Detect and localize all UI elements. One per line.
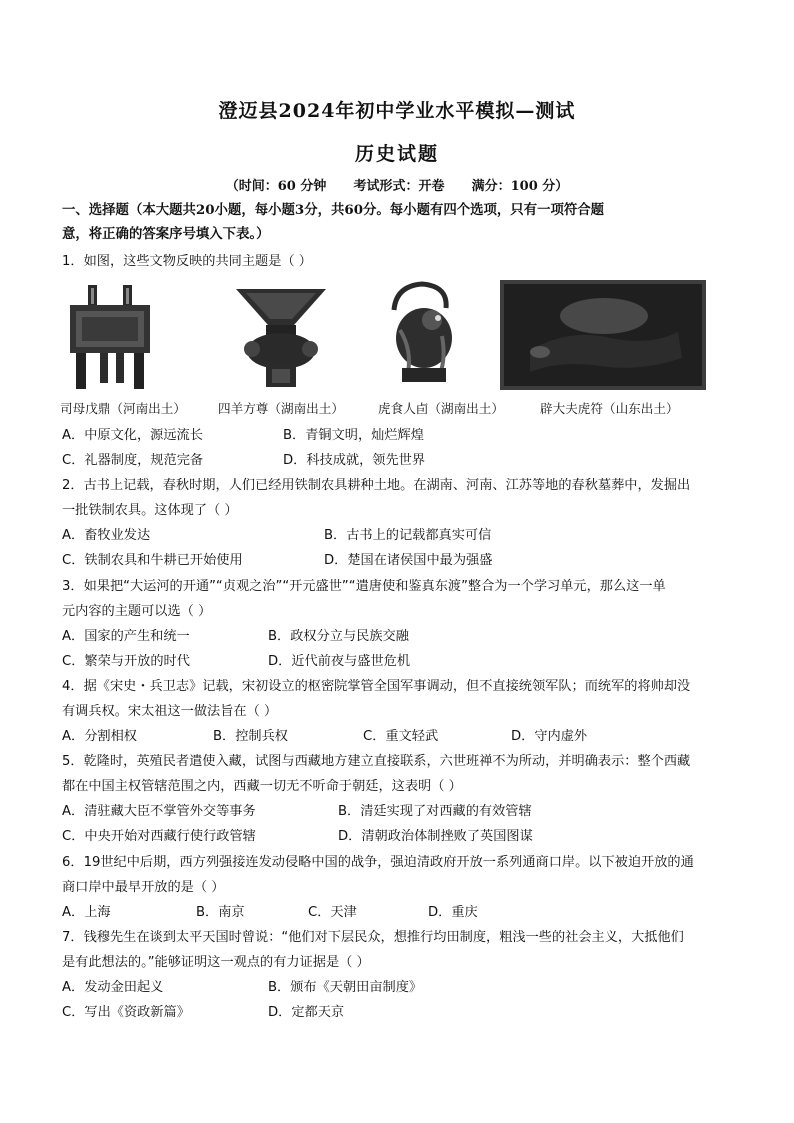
q5-option-a: A．清驻藏大臣不掌管外交等事务 — [62, 804, 256, 819]
question-2-stem-cont: 一批铁制农具。这体现了（ ） — [62, 503, 238, 518]
question-7-stem-cont: 是有此想法的。”能够证明这一观点的有力证据是（ ） — [62, 955, 370, 970]
simuwu-ding-image — [66, 283, 154, 391]
question-4-stem: 4．据《宋史・兵卫志》记载，宋初设立的枢密院掌管全国军事调动，但不直接统领军队；而统军的将帅却没 — [62, 679, 691, 694]
question-6-stem: 6．19世纪中后期，西方列强接连发动侵略中国的战争，强迫清政府开放一系列通商口岸。以下被迫开放的通 — [62, 855, 694, 870]
q6-option-b: B．南京 — [196, 905, 245, 920]
q7-option-b: B．颁布《天朝田亩制度》 — [268, 980, 423, 995]
q4-option-a: A．分割相权 — [62, 729, 137, 744]
q1-option-a: A．中原文化，源远流长 — [62, 428, 203, 443]
q2-option-a: A．畜牧业发达 — [62, 528, 151, 543]
q4-option-b: B．控制兵权 — [213, 729, 288, 744]
q6-option-a: A．上海 — [62, 905, 111, 920]
q3-option-a: A．国家的产生和统一 — [62, 629, 190, 644]
q2-option-c: C．铁制农具和牛耕已开始使用 — [62, 553, 243, 568]
question-5-stem-cont: 都在中国主权管辖范围之内，西藏一切无不听命于朝廷，这表明（ ） — [62, 779, 462, 794]
exam-title: 澄迈县2024年初中学业水平模拟—测试 — [218, 100, 576, 122]
q6-option-d: D．重庆 — [428, 905, 478, 920]
question-3-stem: 3．如果把“大运河的开通”“贞观之治”“开元盛世”“遣唐使和鉴真东渡”整合为一个学习单元，那么这一单 — [62, 579, 666, 594]
q4-option-d: D．守内虚外 — [511, 729, 588, 744]
question-5-stem: 5．乾隆时，英殖民者遣使入藏，试图与西藏地方建立直接联系，六世班禅不为所动，并明确表示：整个西藏 — [62, 754, 691, 769]
q2-option-b: B．古书上的记载都真实可信 — [324, 528, 492, 543]
question-7-stem: 7．钱穆先生在谈到太平天国时曾说：“他们对下层民众，想推行均田制度，粗浅一些的社会主义，大抵他们 — [62, 930, 684, 945]
question-4-stem-cont: 有调兵权。宋太祖这一做法旨在（ ） — [62, 704, 278, 719]
four-ram-square-zun-image — [232, 285, 330, 389]
q4-option-c: C．重文轻武 — [363, 729, 439, 744]
q7-option-a: A．发动金田起义 — [62, 980, 164, 995]
section-instructions: 一、选择题（本大题共20小题，每小题3分，共60分。每小题有四个选项，只有一项符合题 — [62, 202, 605, 218]
q7-option-c: C．写出《资政新篇》 — [62, 1005, 190, 1020]
question-3-stem-cont: 元内容的主题可以选（ ） — [62, 604, 212, 619]
question-1-stem: 1．如图，这些文物反映的共同主题是（ ） — [62, 254, 312, 269]
question-2-stem: 2．古书上记载，春秋时期，人们已经用铁制农具耕种土地。在湖南、河南、江苏等地的春秋墓葬中，发掘出 — [62, 478, 691, 493]
caption-tiger-tally: 辟大夫虎符（山东出土） — [540, 401, 679, 416]
q7-option-d: D．定都天京 — [268, 1005, 345, 1020]
q5-option-b: B．清廷实现了对西藏的有效管辖 — [338, 804, 532, 819]
q5-option-c: C．中央开始对西藏行使行政管辖 — [62, 829, 256, 844]
q5-option-d: D．清朝政治体制挫败了英国图谋 — [338, 829, 533, 844]
caption-simuwu-ding: 司母戊鼎（河南出土） — [60, 401, 186, 416]
tiger-tally-image — [500, 280, 706, 390]
caption-tiger-you: 虎食人卣（湖南出土） — [378, 401, 504, 416]
exam-subtitle: 历史试题 — [354, 143, 439, 165]
q1-option-b: B．青铜文明，灿烂辉煌 — [283, 428, 424, 443]
exam-meta: （时间：60 分钟 考试形式：开卷 满分：100 分） — [225, 179, 569, 194]
q3-option-b: B．政权分立与民族交融 — [268, 629, 409, 644]
question-6-stem-cont: 商口岸中最早开放的是（ ） — [62, 880, 225, 895]
q3-option-d: D．近代前夜与盛世危机 — [268, 654, 411, 669]
q2-option-d: D．楚国在诸侯国中最为强盛 — [324, 553, 493, 568]
q6-option-c: C．天津 — [308, 905, 357, 920]
tiger-eating-man-you-image — [382, 280, 462, 390]
q3-option-c: C．繁荣与开放的时代 — [62, 654, 190, 669]
q1-option-c: C．礼器制度，规范完备 — [62, 453, 204, 468]
section-instructions-cont: 意，将正确的答案序号填入下表。） — [62, 226, 270, 242]
q1-option-d: D．科技成就，领先世界 — [283, 453, 426, 468]
caption-four-ram-zun: 四羊方尊（湖南出土） — [218, 401, 344, 416]
